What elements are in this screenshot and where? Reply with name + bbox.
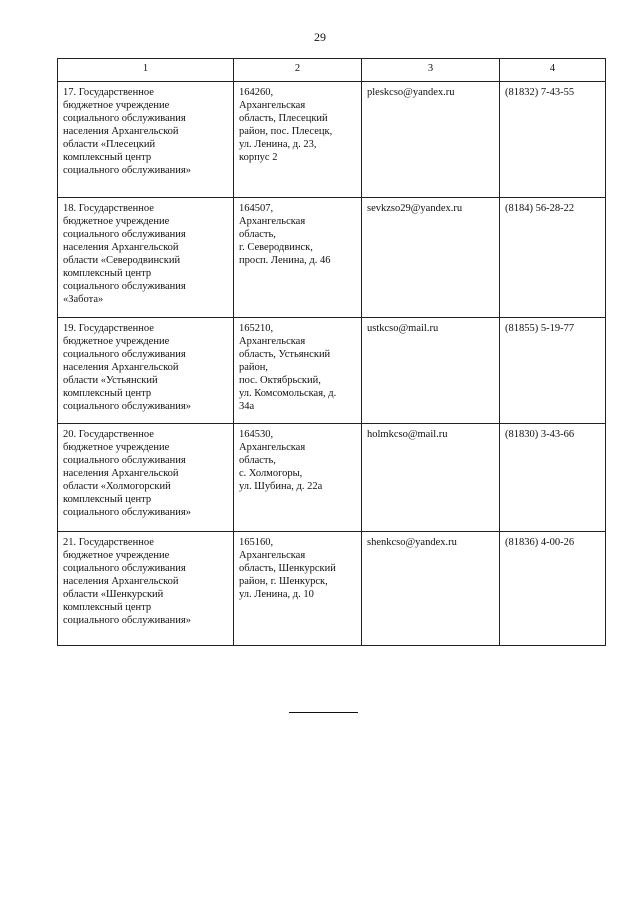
address-cell: 164530, Архангельская область, с. Холмогоры, ул. Шубина, д. 22а bbox=[234, 424, 362, 532]
institution-name-cell: 20. Государственное бюджетное учреждение социального обслуживания населения Архангельской области «Холмогорский комплексный центр социального обслуживания» bbox=[58, 424, 234, 532]
email-cell: shenkcso@yandex.ru bbox=[362, 532, 500, 646]
institution-name-cell: 18. Государственное бюджетное учреждение социального обслуживания населения Архангельской области «Северодвинский комплексный центр социального обслуживания «Забота» bbox=[58, 198, 234, 318]
column-header-3: 3 bbox=[362, 59, 500, 82]
phone-cell: (8184) 56-28-22 bbox=[500, 198, 606, 318]
phone-cell: (81836) 4-00-26 bbox=[500, 532, 606, 646]
column-header-4: 4 bbox=[500, 59, 606, 82]
phone-cell: (81855) 5-19-77 bbox=[500, 318, 606, 424]
phone-cell: (81830) 3-43-66 bbox=[500, 424, 606, 532]
end-of-document-rule bbox=[289, 712, 358, 713]
table-row bbox=[58, 318, 606, 424]
address-cell: 165210, Архангельская область, Устьянский район, пос. Октябрьский, ул. Комсомольская, д. 34а bbox=[234, 318, 362, 424]
address-cell: 164507, Архангельская область, г. Северодвинск, просп. Ленина, д. 46 bbox=[234, 198, 362, 318]
institution-name-cell: 19. Государственное бюджетное учреждение социального обслуживания населения Архангельской области «Устьянский комплексный центр социального обслуживания» bbox=[58, 318, 234, 424]
table-row bbox=[58, 532, 606, 646]
table-row bbox=[58, 198, 606, 318]
email-cell: sevkzso29@yandex.ru bbox=[362, 198, 500, 318]
column-header-1: 1 bbox=[58, 59, 234, 82]
phone-cell: (81832) 7-43-55 bbox=[500, 82, 606, 198]
page-number: 29 bbox=[314, 30, 326, 44]
email-cell: holmkcso@mail.ru bbox=[362, 424, 500, 532]
table-row bbox=[58, 424, 606, 532]
email-cell: ustkcso@mail.ru bbox=[362, 318, 500, 424]
table-row bbox=[58, 82, 606, 198]
table-header-row bbox=[58, 59, 606, 82]
address-cell: 165160, Архангельская область, Шенкурский район, г. Шенкурск, ул. Ленина, д. 10 bbox=[234, 532, 362, 646]
institutions-table bbox=[57, 58, 606, 646]
column-header-2: 2 bbox=[234, 59, 362, 82]
institution-name-cell: 21. Государственное бюджетное учреждение социального обслуживания населения Архангельской области «Шенкурский комплексный центр социального обслуживания» bbox=[58, 532, 234, 646]
address-cell: 164260, Архангельская область, Плесецкий район, пос. Плесецк, ул. Ленина, д. 23, корпус 2 bbox=[234, 82, 362, 198]
email-cell: pleskcso@yandex.ru bbox=[362, 82, 500, 198]
institution-name-cell: 17. Государственное бюджетное учреждение социального обслуживания населения Архангельской области «Плесецкий комплексный центр социального обслуживания» bbox=[58, 82, 234, 198]
